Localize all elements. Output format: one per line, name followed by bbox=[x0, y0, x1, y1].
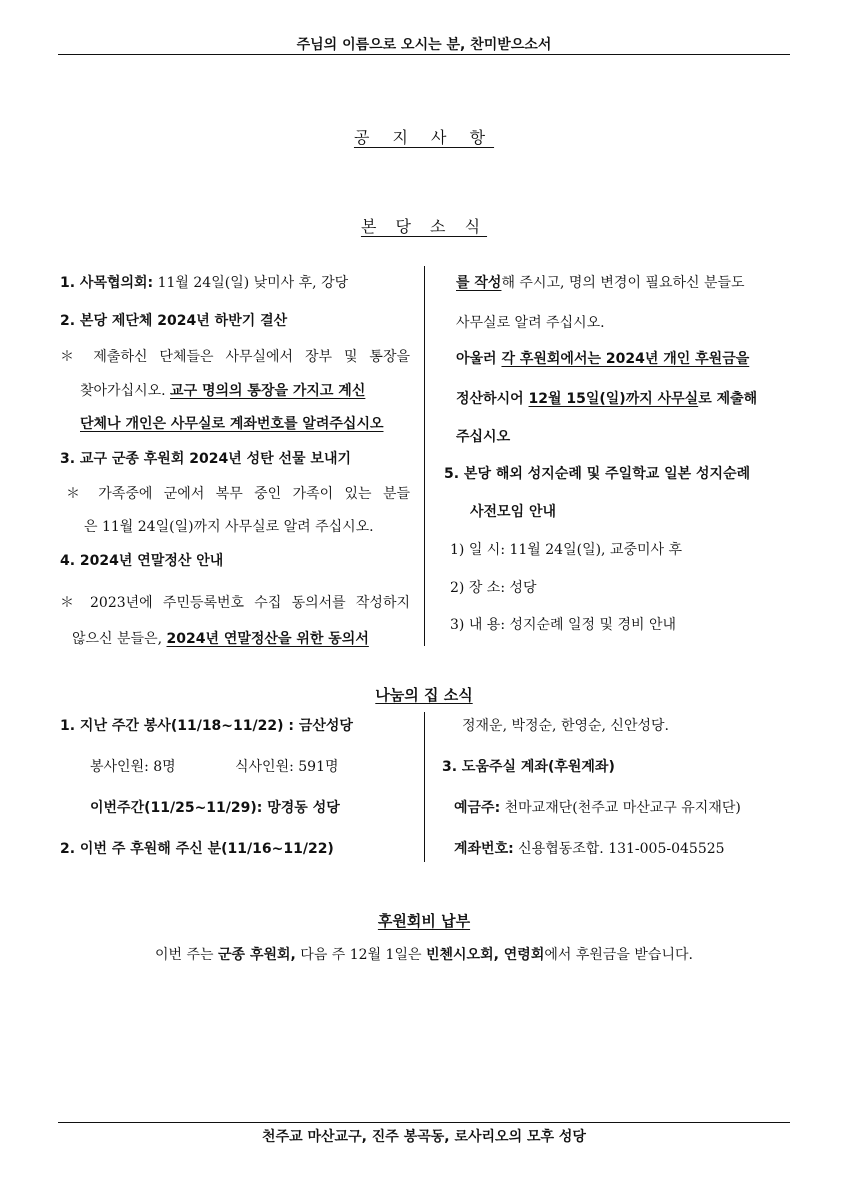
account-holder: 예금주: 천마교재단(천주교 마산교구 유지재단) bbox=[454, 800, 741, 816]
header-rule bbox=[58, 54, 790, 55]
item-5-detail-content: 3) 내 용: 성지순례 일정 및 경비 안내 bbox=[450, 617, 677, 633]
item-2-note-line1: ＊ 제출하신 단체들은 사무실에서 장부 및 통장을 bbox=[60, 349, 410, 365]
item-3-note-line2: 은 11월 24일(일)까지 사무실로 알려 주십시오. bbox=[84, 519, 374, 535]
item-4-note-line2: 않으신 분들은, 2024년 연말정산을 위한 동의서 bbox=[72, 631, 369, 647]
donation-note-line2: 정산하시어 12월 15일(일)까지 사무실로 제출해 bbox=[456, 391, 758, 407]
sharing-item-1: 1. 지난 주간 봉사(11/18~11/22) : 금산성당 bbox=[60, 718, 353, 734]
item-4-note-line1: ＊ 2023년에 주민등록번호 수집 동의서를 작성하지 bbox=[60, 595, 410, 611]
item-5-detail-time: 1) 일 시: 11월 24일(일), 교중미사 후 bbox=[450, 542, 683, 558]
donor-names: 정재운, 박정순, 한영순, 신안성당. bbox=[462, 718, 669, 734]
item-4-cont-line2: 사무실로 알려 주십시오. bbox=[456, 315, 605, 331]
section-title-sharing-house: 나눔의 집 소식 bbox=[375, 686, 473, 704]
meal-count: 식사인원: 591명 bbox=[235, 759, 339, 775]
section-title-parish-news: 본 당 소 식 bbox=[360, 217, 488, 236]
footer-parish-name: 천주교 마산교구, 진주 봉곡동, 로사리오의 모후 성당 bbox=[262, 1129, 586, 1145]
account-number: 계좌번호: 신용협동조합. 131-005-045525 bbox=[454, 841, 725, 857]
column-divider bbox=[424, 266, 425, 646]
item-5-title-line2: 사전모임 안내 bbox=[470, 504, 557, 520]
item-5-title-line1: 5. 본당 해외 성지순례 및 주일학교 일본 성지순례 bbox=[444, 466, 751, 482]
sharing-item-2: 2. 이번 주 후원해 주신 분(11/16~11/22) bbox=[60, 841, 334, 857]
item-2-note-line2: 찾아가십시오. 교구 명의의 통장을 가지고 계신 bbox=[80, 383, 366, 399]
item-2-title: 2. 본당 제단체 2024년 하반기 결산 bbox=[60, 313, 288, 329]
item-2-note-line3: 단체나 개인은 사무실로 계좌번호를 알려주십시오 bbox=[80, 416, 384, 432]
item-3-title: 3. 교구 군종 후원회 2024년 성탄 선물 보내기 bbox=[60, 451, 352, 467]
section-title-dues: 후원회비 납부 bbox=[377, 912, 471, 930]
page-title: 공 지 사 항 bbox=[353, 128, 495, 147]
item-5-detail-place: 2) 장 소: 성당 bbox=[450, 580, 537, 596]
this-week-service: 이번주간(11/25~11/29): 망경동 성당 bbox=[90, 800, 340, 816]
header-motto: 주님의 이름으로 오시는 분, 찬미받으소서 bbox=[296, 37, 552, 53]
item-3-note-line1: ＊ 가족중에 군에서 복무 중인 가족이 있는 분들 bbox=[66, 486, 410, 502]
donation-note-line3: 주십시오 bbox=[456, 429, 511, 445]
item-4-title: 4. 2024년 연말정산 안내 bbox=[60, 553, 224, 569]
donation-note-line1: 아울러 각 후원회에서는 2024년 개인 후원금을 bbox=[456, 351, 750, 367]
item-1: 1. 사목협의회: 11월 24일(일) 낮미사 후, 강당 bbox=[60, 275, 349, 291]
volunteer-count: 봉사인원: 8명 bbox=[90, 759, 176, 775]
sharing-item-3: 3. 도움주실 계좌(후원계좌) bbox=[442, 759, 615, 775]
footer-rule bbox=[58, 1122, 790, 1123]
dues-text: 이번 주는 군종 후원회, 다음 주 12월 1일은 빈첸시오회, 연령회에서 후원금을 받습니다. bbox=[155, 947, 693, 963]
item-4-cont-line1: 를 작성해 주시고, 명의 변경이 필요하신 분들도 bbox=[456, 275, 745, 291]
column-divider-2 bbox=[424, 712, 425, 862]
